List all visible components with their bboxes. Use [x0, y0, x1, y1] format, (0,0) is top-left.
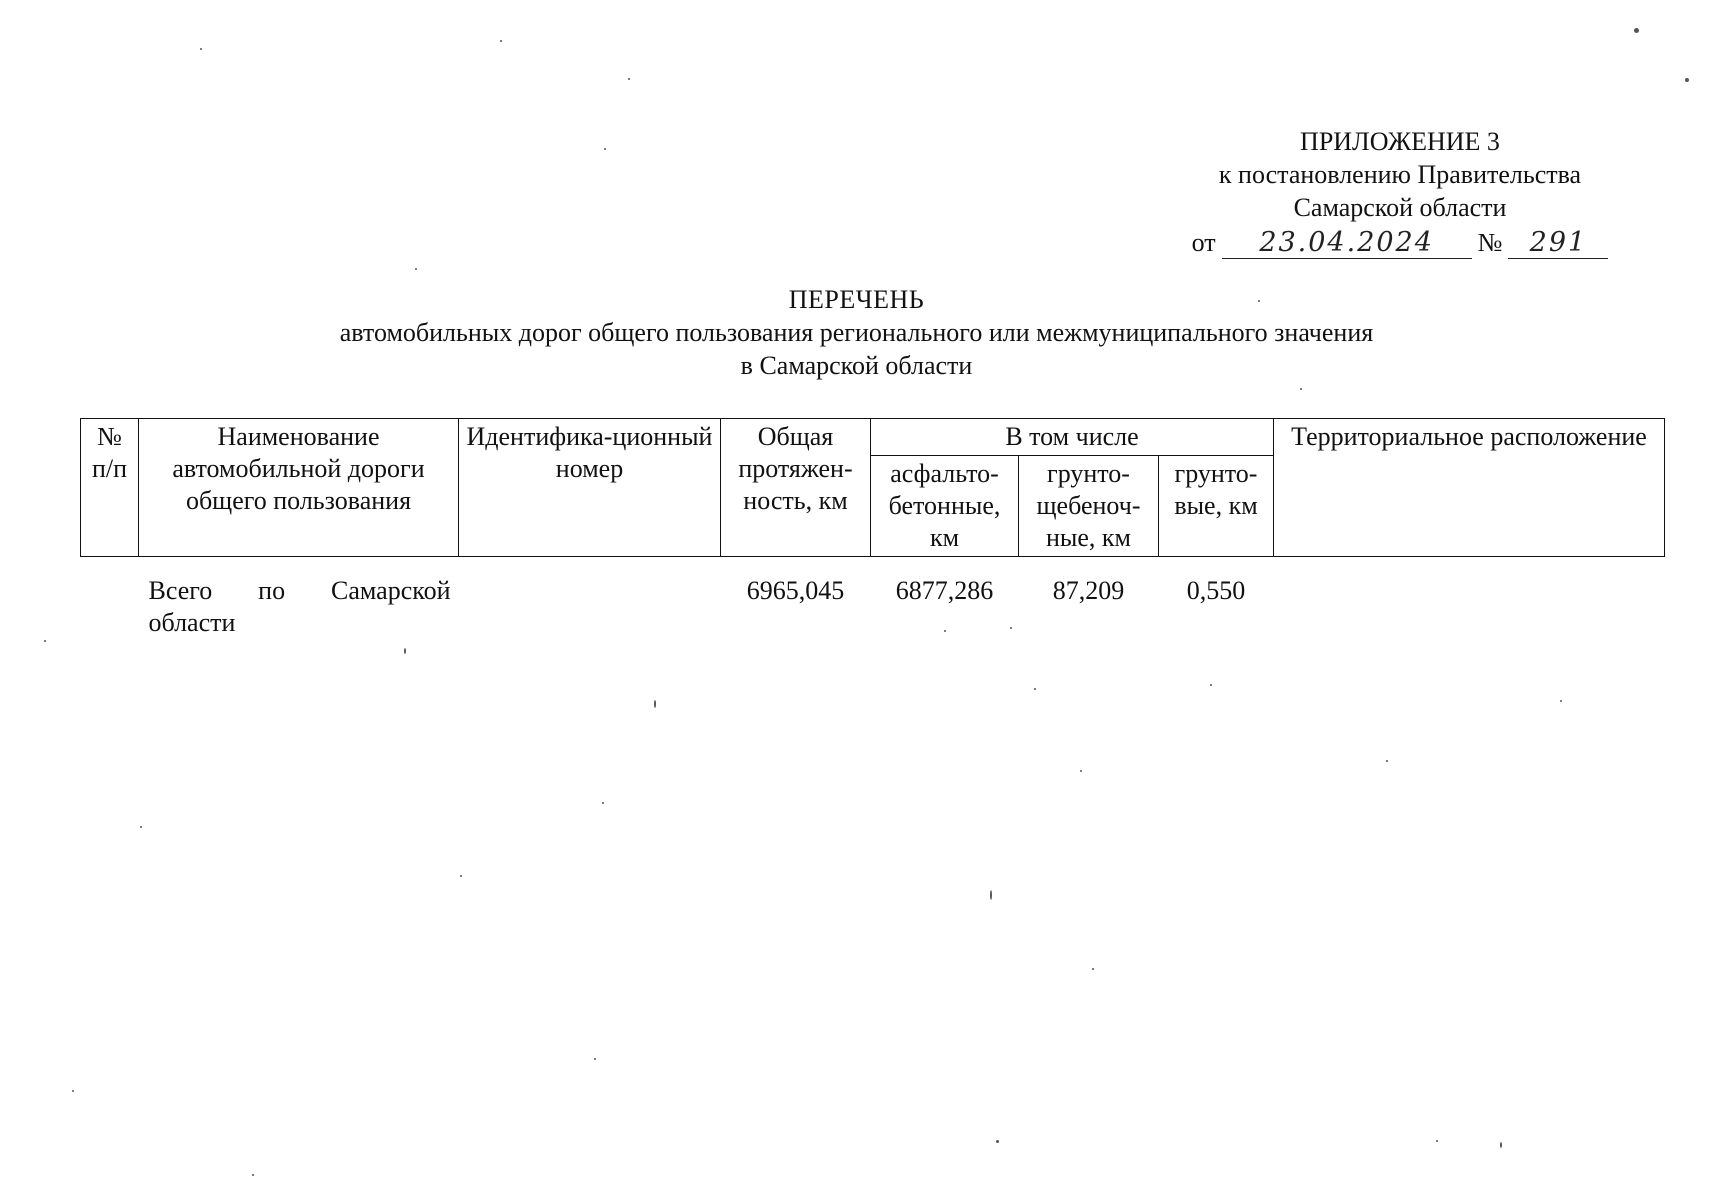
date-prefix: от: [1191, 228, 1216, 257]
total-label: Всего по Самарской области: [148, 576, 451, 637]
title-line-2: в Самарской области: [740, 351, 973, 380]
speckle: [500, 40, 502, 42]
number-prefix: №: [1477, 228, 1503, 257]
document-title: [200, 283, 1513, 382]
table-row: [81, 557, 1665, 640]
speckle: [44, 640, 46, 642]
speckle: [1560, 700, 1562, 702]
header-num: № п/п: [81, 419, 139, 557]
header-length: Общая протяжен-ность, км: [721, 419, 871, 557]
speckle: [1010, 627, 1012, 629]
total-gravel: 87,209: [1052, 576, 1125, 605]
header-dirt: грунто-вые, км: [1159, 456, 1274, 557]
speckle: [1258, 300, 1260, 302]
total-asphalt: 6877,286: [895, 576, 994, 605]
speckle: [1034, 688, 1036, 690]
speckle: [1080, 770, 1082, 772]
speckle: [1210, 684, 1212, 686]
header-including: В том числе: [871, 419, 1274, 456]
speckle: [1685, 78, 1689, 82]
speckle: [1436, 1140, 1438, 1142]
header-gravel: грунто-щебеноч-ные, км: [1019, 456, 1159, 557]
speckle: [996, 1140, 999, 1143]
speckle: [252, 1174, 254, 1176]
speckle: [990, 890, 992, 900]
speckle: [72, 1090, 74, 1092]
handwritten-date: 23.04.2024: [1222, 228, 1472, 259]
speckle: [628, 78, 630, 80]
title-heading: ПЕРЕЧЕНЬ: [788, 285, 925, 314]
speckle: [1092, 968, 1094, 970]
speckle: [460, 875, 462, 877]
appendix-line-2: Самарской области: [1293, 193, 1507, 222]
appendix-block: [1180, 125, 1620, 259]
handwritten-number: 291: [1508, 228, 1608, 259]
speckle: [1634, 28, 1639, 33]
appendix-date-number: [1180, 226, 1620, 259]
speckle: [404, 648, 406, 654]
header-name: Наименование автомобильной дороги общего пользования: [139, 419, 459, 557]
total-length: 6965,045: [746, 576, 845, 605]
speckle: [140, 826, 142, 828]
speckle: [604, 148, 606, 150]
roads-table: [80, 418, 1665, 639]
header-id: Идентифика-ционный номер: [459, 419, 721, 557]
title-line-1: автомобильных дорог общего пользования регионального или межмуниципального значения: [339, 318, 1374, 347]
speckle: [1500, 1142, 1502, 1148]
total-dirt: 0,550: [1186, 576, 1246, 605]
appendix-heading: ПРИЛОЖЕНИЕ 3: [1300, 127, 1500, 156]
speckle: [200, 48, 202, 50]
speckle: [602, 802, 604, 804]
speckle: [1300, 388, 1302, 390]
header-asphalt: асфальто-бетонные, км: [871, 456, 1019, 557]
speckle: [415, 268, 417, 270]
speckle: [654, 700, 656, 708]
table-header-row-1: [81, 419, 1665, 456]
header-territory: Территориальное расположение: [1274, 419, 1665, 557]
speckle: [594, 1058, 596, 1060]
speckle: [944, 630, 946, 632]
speckle: [1386, 760, 1388, 762]
appendix-line-1: к постановлению Правительства: [1218, 160, 1582, 189]
